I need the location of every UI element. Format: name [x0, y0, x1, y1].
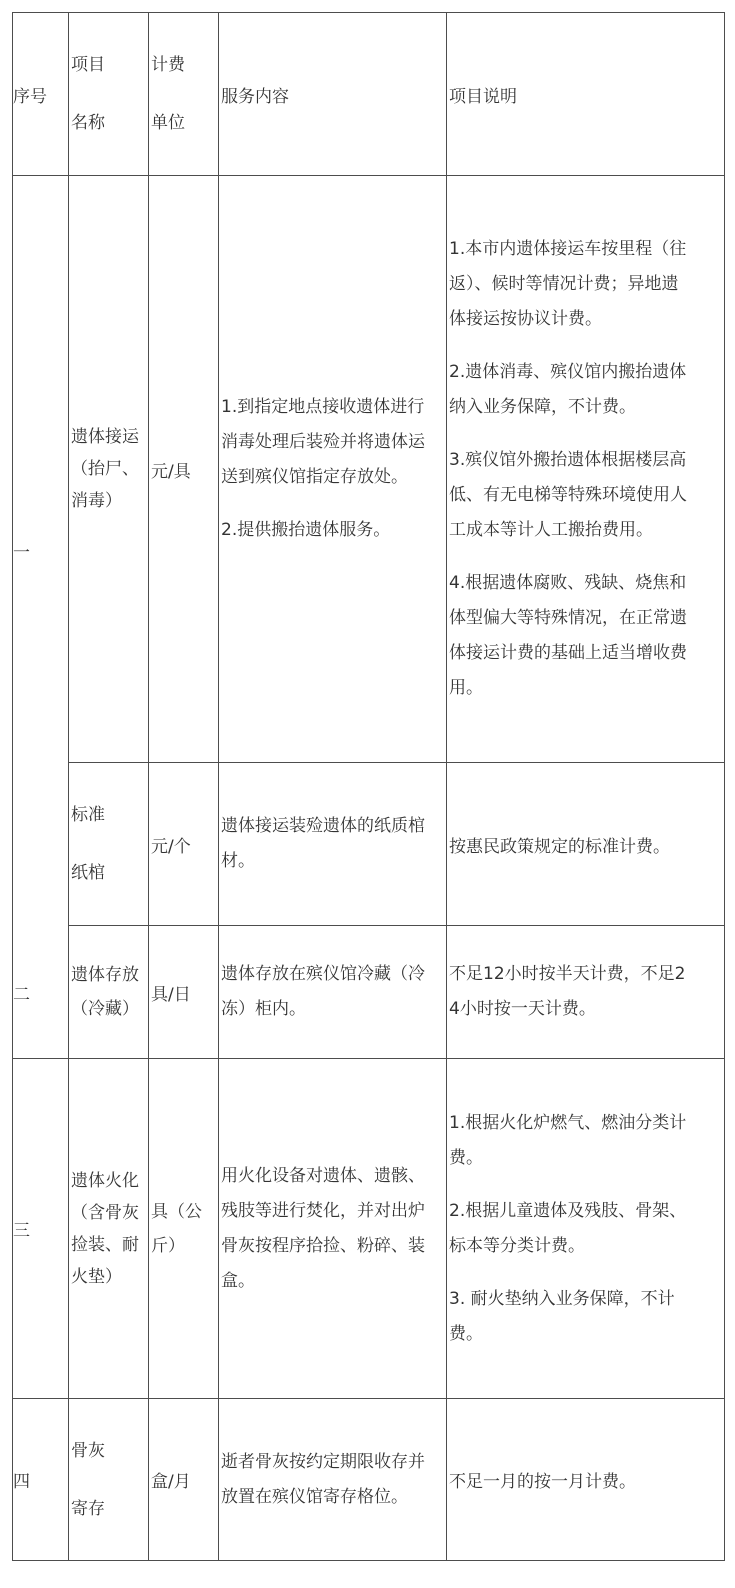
rule-col4 [446, 12, 447, 1561]
row3-desc [449, 1059, 724, 1398]
rule-bottom [12, 1560, 724, 1561]
header-unit: 计费 单位 [151, 55, 185, 133]
row4-desc: 不足一月的按一月计费。 [449, 1472, 636, 1492]
row4-unit: 盒/月 [151, 1472, 191, 1492]
row-seq-1: 一 [13, 542, 30, 563]
row3-desc-item-2: 2.根据儿童遗体及残肢、骨架、 标本等分类计费。 [449, 1200, 687, 1256]
rule-col3 [218, 12, 219, 1561]
row2-content: 遗体存放在殡仪馆冷藏（冷 冻）柜内。 [221, 964, 425, 1019]
row-seq-2: 二 [13, 984, 30, 1005]
row2-unit: 具/日 [151, 984, 191, 1005]
rule-col1 [68, 12, 69, 1561]
header-content: 服务内容 [221, 86, 289, 107]
row4-content: 逝者骨灰按约定期限收存并 放置在殡仪馆寄存格位。 [221, 1451, 425, 1507]
row1b-name: 标准 纸棺 [71, 805, 105, 883]
row1b-unit: 元/个 [151, 836, 191, 857]
row1-desc-item-3: 3.殡仪馆外搬抬遗体根据楼层高 低、有无电梯等特殊环境使用人 工成本等计人工搬抬费用。 [449, 450, 687, 540]
row3-unit: 具（公 斤） [151, 1201, 202, 1256]
row1b-desc: 按惠民政策规定的标准计费。 [449, 836, 670, 857]
row3-desc-item-3: 3. 耐火垫纳入业务保障，不计 费。 [449, 1288, 675, 1344]
row3-desc-item-1: 1.根据火化炉燃气、燃油分类计 费。 [449, 1112, 687, 1168]
row-seq-4: 四 [13, 1472, 30, 1492]
row2-desc: 不足12小时按半天计费，不足2 4小时按一天计费。 [449, 964, 686, 1019]
row2-name: 遗体存放 （冷藏） [71, 965, 139, 1019]
rule-right [724, 12, 725, 1561]
row3-name: 遗体火化 （含骨灰 捡装、耐 火垫） [71, 1170, 139, 1287]
row1-desc-item-2: 2.遗体消毒、殡仪馆内搬抬遗体 纳入业务保障，不计费。 [449, 362, 687, 417]
row1-desc-item-1: 1.本市内遗体接运车按里程（往 返）、候时等情况计费；异地遗 体接运按协议计费。 [449, 239, 687, 329]
row1-desc-item-4: 4.根据遗体腐败、残缺、烧焦和 体型偏大等特殊情况，在正常遗 体接运计费的基础上适当增收费 用。 [449, 573, 687, 698]
row1-desc [449, 176, 724, 762]
row3-content: 用火化设备对遗体、遗骸、 残肢等进行焚化，并对出炉 骨灰按程序拾捡、粉碎、装 盒。 [221, 1165, 425, 1291]
header-name: 项目 名称 [71, 55, 105, 133]
row-seq-3: 三 [13, 1221, 30, 1241]
row1-content: 1.到指定地点接收遗体进行 消毒处理后装殓并将遗体运 送到殡仪馆指定存放处。 2.提供搬抬遗体服务。 [221, 397, 425, 540]
header-seq: 序号 [13, 86, 47, 107]
row4-name: 骨灰 寄存 [71, 1440, 105, 1519]
rule-col2 [148, 12, 149, 1561]
row1-unit: 元/具 [151, 461, 191, 482]
row1-name: 遗体接运 （抬尸、 消毒） [71, 427, 139, 511]
row1b-content: 遗体接运装殓遗体的纸质棺 材。 [221, 816, 425, 871]
header-desc: 项目说明 [449, 86, 517, 107]
